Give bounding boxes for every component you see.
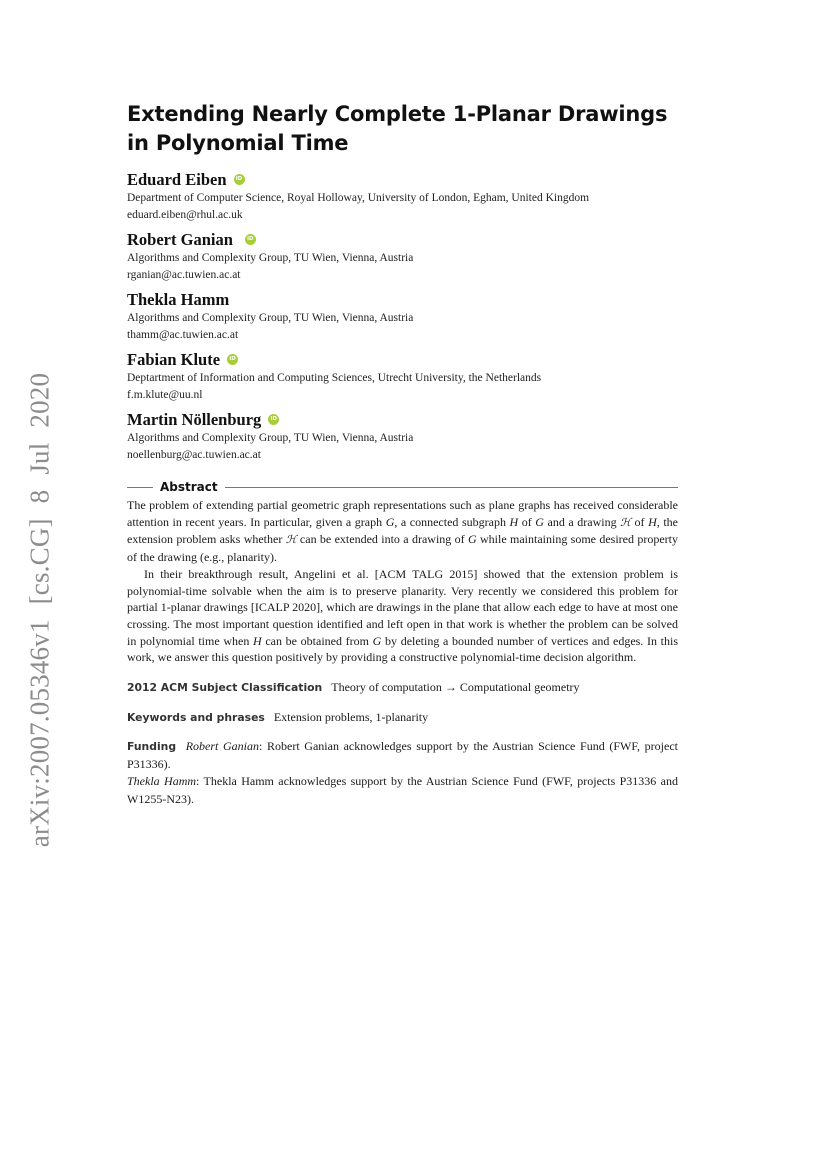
author-affiliation: Department of Computer Science, Royal Holloway, University of London, Egham, United Kingdom xyxy=(127,192,590,204)
math-var: G xyxy=(385,514,395,529)
funding-person: Thekla Hamm xyxy=(127,774,197,789)
math-var: H xyxy=(648,514,657,529)
math-var: G xyxy=(535,514,544,529)
text-run: , a connected subgraph xyxy=(394,514,510,529)
author-email[interactable]: noellenburg@ac.tuwien.ac.at xyxy=(127,449,261,461)
keywords-value: Extension problems, 1-planarity xyxy=(273,710,429,725)
author-affiliation: Algorithms and Complexity Group, TU Wien, Vienna, Austria xyxy=(127,432,414,444)
author-name: Fabian Klute xyxy=(127,350,221,369)
author-entry xyxy=(127,410,678,464)
rule-line-right xyxy=(225,487,678,488)
author-entry xyxy=(127,290,678,344)
abstract-heading: Abstract xyxy=(160,480,218,494)
math-var: G xyxy=(372,633,382,648)
author-list xyxy=(127,170,678,464)
abstract-paragraph-2 xyxy=(127,566,678,666)
math-var: G xyxy=(467,532,477,547)
classification-value: Theory of computation → Computational geometry xyxy=(331,680,580,695)
orcid-icon[interactable] xyxy=(245,234,256,245)
author-entry xyxy=(127,350,678,404)
paper-title: Extending Nearly Complete 1-Planar Drawings in Polynomial Time xyxy=(127,102,668,155)
author-email[interactable]: f.m.klute@uu.nl xyxy=(127,389,203,401)
author-name-row xyxy=(127,230,678,250)
math-var: H xyxy=(509,514,519,529)
funding-entry xyxy=(127,773,678,808)
funding-label: Funding xyxy=(127,740,177,754)
keywords-label: Keywords and phrases xyxy=(127,711,265,725)
author-affiliation: Deptartment of Information and Computing Sciences, Utrecht University, the Netherlands xyxy=(127,372,542,384)
rule-line-left xyxy=(127,487,153,488)
orcid-icon[interactable] xyxy=(268,414,279,425)
text-run: while maintaining some desired property of the drawing (e.g., planarity). xyxy=(127,532,678,565)
author-name: Robert Ganian xyxy=(127,230,233,249)
author-name: Thekla Hamm xyxy=(127,290,230,309)
author-email[interactable]: rganian@ac.tuwien.ac.at xyxy=(127,269,241,281)
author-affiliation: Algorithms and Complexity Group, TU Wien, Vienna, Austria xyxy=(127,312,414,324)
arxiv-stamp-text: arXiv:2007.05346v1 [cs.CG] 8 Jul 2020 xyxy=(24,372,55,848)
author-entry xyxy=(127,170,678,224)
abstract-paragraph-1 xyxy=(127,497,678,566)
text-run: In their breakthrough result, Angelini et al. [ACM TALG 2015] showed that the extension problem is polynomial-time solvable when the aim is to preserve planarity. Very recently we considered this problem for partial 1-planar drawings [ICALP 2020], which are drawings in the plane that allow each edge to have at most one crossing. The most important question identified and left open in that work is whether the problem can be solved in polynomial time when xyxy=(127,566,678,648)
text-run: can be extended into a drawing of xyxy=(296,532,468,547)
author-name-row xyxy=(127,290,678,310)
paper-first-page xyxy=(127,100,678,808)
funding-person: Robert Ganian xyxy=(185,739,260,754)
author-name-row xyxy=(127,410,678,430)
funding xyxy=(127,738,678,808)
math-var: ℋ xyxy=(620,515,631,529)
arxiv-identifier-stamp xyxy=(20,372,60,848)
funding-entry xyxy=(127,738,678,773)
orcid-icon[interactable] xyxy=(234,174,245,185)
text-run: The problem of extending partial geometric graph representations such as plane graphs has received considerable attention in recent years. In particular, given a graph xyxy=(127,498,678,529)
text-run: of xyxy=(518,514,536,529)
author-email[interactable]: eduard.eiben@rhul.ac.uk xyxy=(127,209,243,221)
text-run: can be obtained from xyxy=(261,633,373,648)
orcid-icon[interactable] xyxy=(227,354,238,365)
funding-text: : Thekla Hamm acknowledges support by the Austrian Science Fund (FWF, projects P31336 and W1255-N23). xyxy=(127,774,678,806)
keywords xyxy=(127,708,678,726)
text-run: and a drawing xyxy=(543,514,621,529)
text-run: , the extension problem asks whether xyxy=(127,514,678,547)
math-var: ℋ xyxy=(285,533,297,547)
author-name: Martin Nöllenburg xyxy=(127,410,262,429)
text-run: of xyxy=(631,514,649,529)
funding-text: : Robert Ganian acknowledges support by the Austrian Science Fund (FWF, project P31336). xyxy=(127,739,678,771)
text-run: by deleting a bounded number of vertices and edges. In this work, we answer this question positively by providing a constructive polynomial-time decision algorithm. xyxy=(127,633,678,665)
classification-label: 2012 ACM Subject Classification xyxy=(127,681,323,695)
abstract-heading-rule xyxy=(127,480,678,494)
author-name-row xyxy=(127,350,678,370)
author-name: Eduard Eiben xyxy=(127,170,227,189)
author-name-row xyxy=(127,170,678,190)
author-affiliation: Algorithms and Complexity Group, TU Wien, Vienna, Austria xyxy=(127,252,414,264)
acm-classification xyxy=(127,678,678,696)
author-entry xyxy=(127,230,678,284)
math-var: H xyxy=(253,633,262,648)
author-email[interactable]: thamm@ac.tuwien.ac.at xyxy=(127,329,239,341)
